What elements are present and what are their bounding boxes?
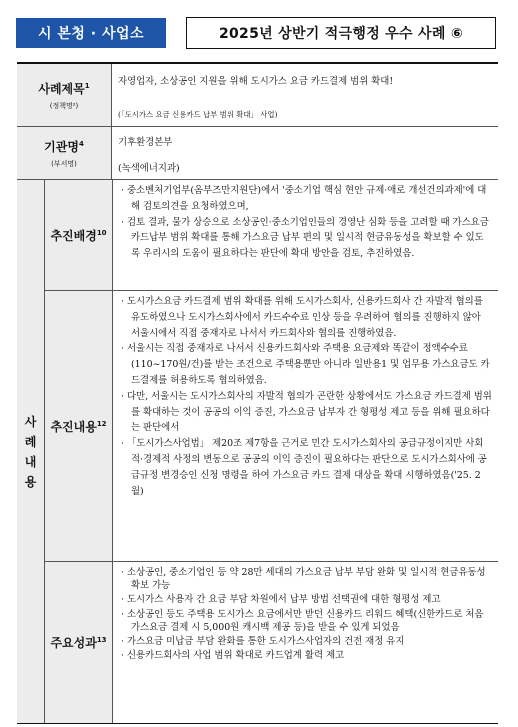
policy-name-text: (「도시가스 요금 신용카드 납부 범위 확대」 사업) (118, 110, 278, 119)
label-department: (부서명) (51, 159, 77, 168)
list-item: · 소상공인 등도 주택용 도시가스 요금에서만 받던 신용카드 리워드 혜택(신한카드로 처음 가스요금 결제 시 5,000원 캐시백 제공 등)을 받을 수 있게 되었음 (121, 608, 484, 633)
list-item: · 서울시는 직접 중재자로 나서서 신용카드회사와 주택용 요금제와 똑같이 정액수수료(110~170원/건)를 받는 조건으로 주택용뿐만 아니라 일반용1 및 업무용 가스요금도 카드결제를 허용하도록 협의하였음. (121, 343, 490, 386)
document-title: 2025년 상반기 적극행정 우수 사례 ⑥ (186, 17, 496, 49)
footnote-12: 12 (96, 419, 107, 428)
row-background (45, 180, 498, 291)
list-item: · 중소벤처기업부(옴부즈만지원단)에서 '중소기업 핵심 현안 규제·애로 개선건의과제'에 대해 검토의견을 요청하였으며, (121, 185, 487, 212)
value-results (113, 562, 498, 723)
list-item: · 「도시가스사업법」 제20조 제7항을 근거로 민간 도시가스회사의 공급규정이지만 사회적·경제적 사정의 변동으로 공공의 이익 증진이 필요하다는 판단으로 도시가스회사에 공급규정 변경승인 신청 명령을 하여 가스요금 카드 결제 대상을 확대 시행하였음('25. 2월) (121, 438, 487, 497)
label-organization-text: 기관명 (44, 139, 79, 154)
case-label-char: 사 (24, 414, 37, 429)
category-badge: 시 본청 · 사업소 (16, 18, 166, 48)
label-results-text: 주요성과 (50, 636, 97, 650)
case-title-text: 자영업자, 소상공인 지원을 위해 도시가스 요금 카드결제 범위 확대! (118, 76, 394, 87)
footnote-4: 4 (78, 139, 84, 148)
list-item: · 신용카드회사의 사업 범위 확대로 카드업계 활력 제고 (121, 650, 345, 662)
row-case-title (17, 64, 498, 127)
label-case-title-text: 사례제목 (38, 81, 85, 96)
case-label-char: 례 (24, 434, 37, 449)
value-background (113, 180, 498, 290)
list-item: · 소상공인, 중소기업인 등 약 28만 세대의 가스요금 납부 부담 완화 및 일시적 현금유동성 확보 가능 (121, 567, 486, 592)
row-organization (17, 127, 498, 180)
label-policy-name: (정책명²) (49, 101, 79, 110)
case-label-char: 내 (24, 454, 37, 469)
row-plan (45, 291, 498, 562)
list-item: · 다만, 서울시는 도시가스회사의 자발적 협의가 곤란한 상황에서도 가스요금 카드결제 범위를 확대하는 것이 공공의 이익 증진, 가스요금 납부자 간 형평성 제고 등을 위해 필요하다는 판단에서 (121, 390, 492, 434)
list-item: · 도시가스요금 카드결제 범위 확대를 위해 도시가스회사, 신용카드회사 간 자발적 협의를 유도하였으나 도시가스회사에서 카드수수료 인상 등을 우려하여 협의를 진행하지 않아 서울시에서 직접 중재자로 나서서 카드회사와 협의를 진행하였음. (121, 296, 483, 339)
label-background-text: 추진배경 (50, 228, 97, 243)
label-plan-text: 추진내용 (50, 419, 97, 434)
list-item: · 가스요금 미납금 부담 완화를 통한 도시가스사업자의 건전 재정 유지 (121, 636, 405, 648)
value-organization (112, 127, 498, 179)
label-results (45, 562, 113, 723)
list-item: · 검토 결과, 물가 상승으로 소상공인·중소기업인들의 경영난 심화 등을 고려할 때 가스요금 카드납부 범위 확대를 통해 가스요금 납부 편의 및 일시적 현금유동성을 확보할 수 있도록 우리시의 도움이 필요하다는 판단에 확대 방안을 검토, 추진하였음. (121, 216, 489, 260)
row-results (45, 562, 498, 723)
case-content-section (17, 180, 498, 723)
footnote-1: 1 (84, 81, 90, 90)
department-text: (녹색에너지과) (118, 163, 180, 174)
list-item: · 도시가스 사용자 간 요금 부담 차원에서 납부 방법 선택권에 대한 형평성 제고 (121, 594, 441, 606)
label-organization (17, 127, 112, 179)
value-plan (113, 291, 498, 561)
footnote-10: 10 (96, 228, 107, 237)
label-case-title (17, 64, 112, 126)
case-label-char: 용 (24, 474, 37, 489)
label-plan (45, 291, 113, 561)
organization-text: 기후환경본부 (118, 137, 173, 148)
label-case-content (17, 180, 45, 723)
case-table (17, 62, 498, 724)
value-case-title (112, 64, 498, 126)
label-background (45, 180, 113, 290)
footnote-13: 13 (96, 636, 107, 644)
